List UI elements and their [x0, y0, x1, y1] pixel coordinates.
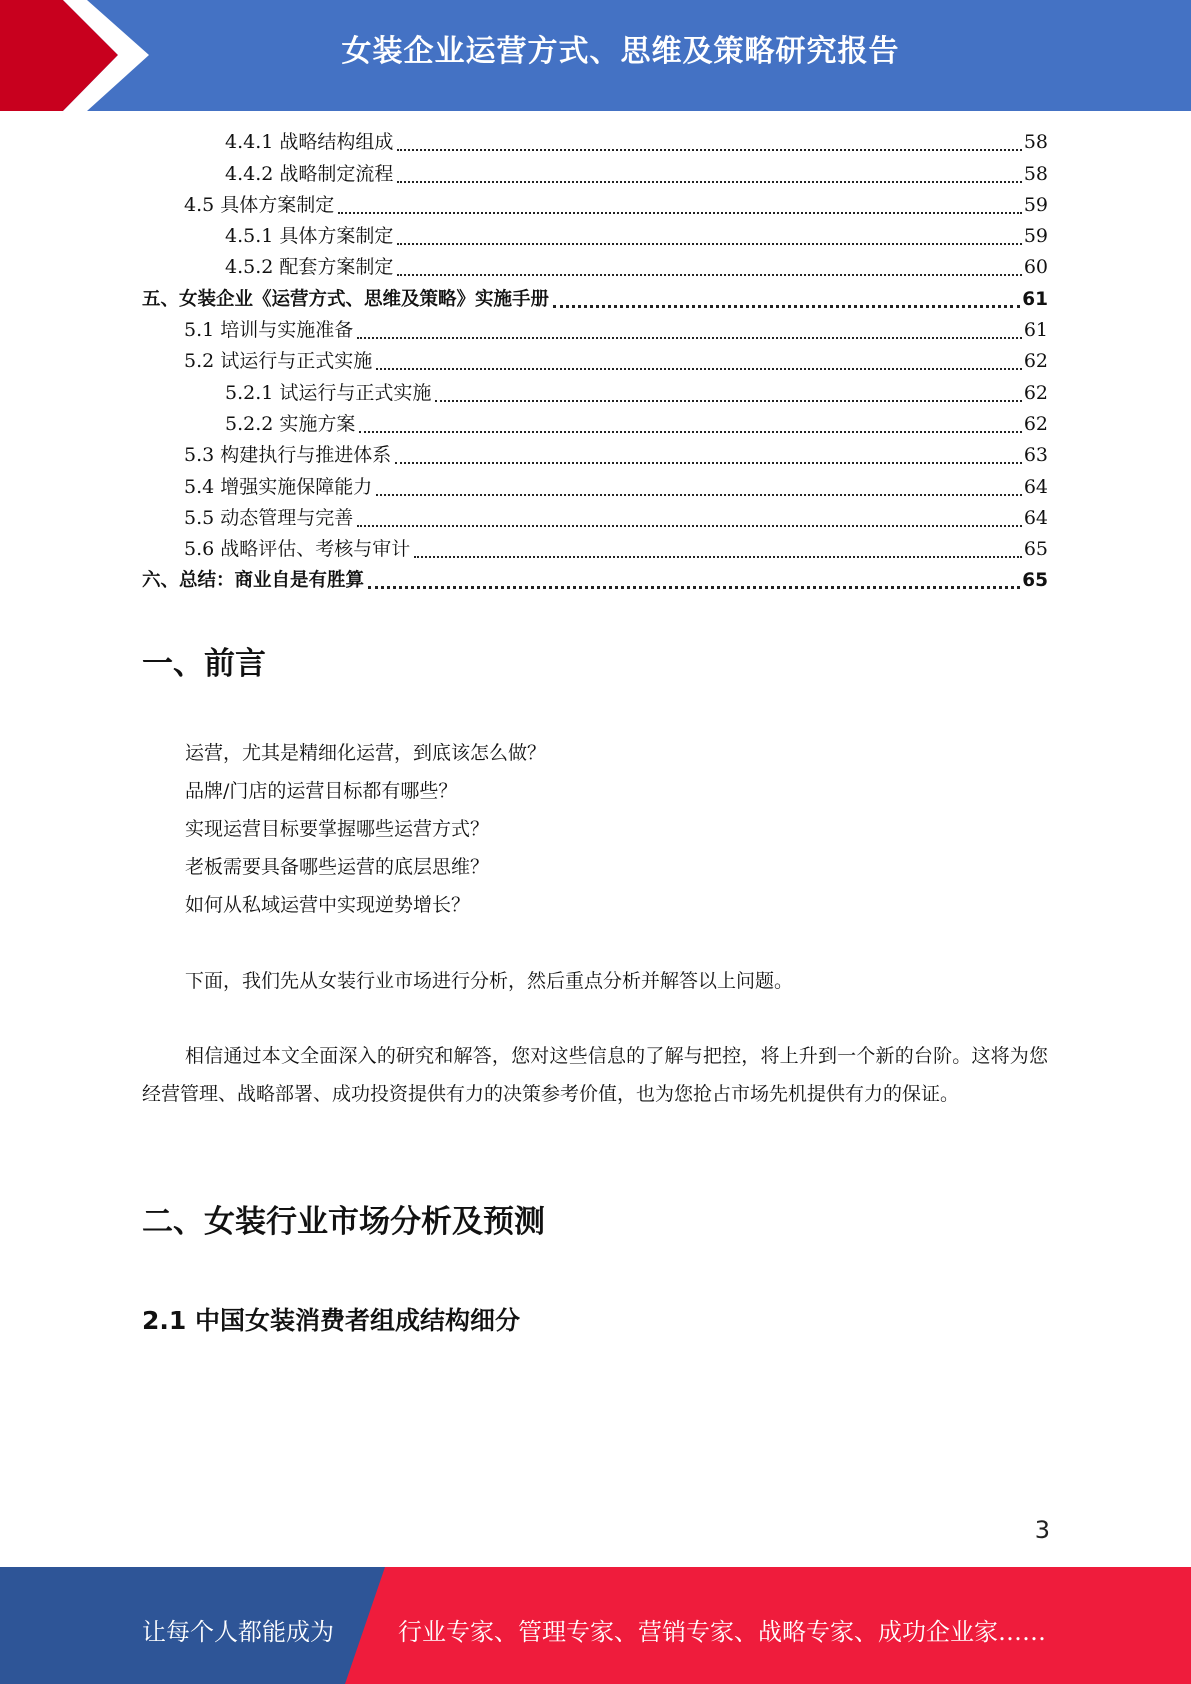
toc-entry[interactable]	[142, 440, 1048, 471]
consumer-structure-subheading: 2.1 中国女装消费者组成结构细分	[142, 1306, 520, 1335]
toc-dot-leader	[359, 431, 1021, 433]
toc-dot-leader	[338, 212, 1022, 214]
toc-entry[interactable]	[142, 190, 1048, 221]
toc-entry[interactable]	[142, 471, 1048, 502]
toc-dot-leader	[397, 181, 1021, 183]
toc-entry-label: 5.3 构建执行与推进体系	[184, 444, 392, 467]
preface-heading: 一、前言	[142, 646, 266, 682]
toc-entry-label: 5.6 战略评估、考核与审计	[184, 538, 411, 561]
toc-entry-page: 60	[1023, 256, 1048, 279]
toc-entry-page: 61	[1023, 319, 1048, 342]
header-banner	[0, 0, 1191, 111]
toc-entry[interactable]	[142, 534, 1048, 565]
toc-entry-page: 61	[1022, 288, 1048, 310]
toc-entry[interactable]	[142, 252, 1048, 283]
toc-dot-leader	[357, 525, 1022, 527]
toc-entry-label: 5.2 试运行与正式实施	[184, 350, 373, 373]
toc-dot-leader	[397, 149, 1021, 151]
toc-entry[interactable]	[142, 377, 1048, 408]
toc-dot-leader	[435, 400, 1021, 402]
toc-entry-page: 59	[1023, 193, 1048, 216]
toc-entry-page: 64	[1023, 475, 1048, 498]
toc-dot-leader	[553, 305, 1020, 308]
toc-entry[interactable]	[142, 346, 1048, 377]
toc-dot-leader	[376, 368, 1022, 370]
toc-entry[interactable]	[142, 283, 1048, 314]
toc-entry[interactable]	[142, 315, 1048, 346]
toc-entry-page: 59	[1023, 225, 1048, 248]
question-item: 运营，尤其是精细化运营，到底该怎么做？	[185, 742, 547, 764]
toc-entry-label: 4.5.1 具体方案制定	[225, 225, 394, 248]
toc-entry-label: 五、女装企业《运营方式、思维及策略》实施手册	[142, 288, 550, 310]
toc-entry[interactable]	[142, 158, 1048, 189]
toc-entry-label: 5.4 增强实施保障能力	[184, 475, 373, 498]
toc-entry-page: 62	[1023, 381, 1048, 404]
toc-entry-label: 5.2.1 试运行与正式实施	[225, 381, 432, 404]
toc-entry[interactable]	[142, 127, 1048, 158]
toc-entry-page: 58	[1023, 131, 1048, 154]
document-title: 女装企业运营方式、思维及策略研究报告	[341, 34, 900, 69]
footer-slogan-right: 行业专家、管理专家、营销专家、战略专家、成功企业家……	[398, 1618, 1046, 1646]
toc-entry-label: 5.1 培训与实施准备	[184, 319, 354, 342]
toc-dot-leader	[397, 274, 1021, 276]
toc-dot-leader	[376, 494, 1022, 496]
toc-entry-label: 5.2.2 实施方案	[225, 412, 356, 435]
footer-slogan-left: 让每个人都能成为	[142, 1618, 334, 1646]
question-item: 实现运营目标要掌握哪些运营方式？	[185, 818, 490, 840]
toc-entry-label: 5.5 动态管理与完善	[184, 506, 354, 529]
toc-entry-page: 63	[1023, 444, 1048, 467]
toc-dot-leader	[395, 462, 1022, 464]
toc-entry-label: 4.5 具体方案制定	[184, 193, 335, 216]
footer-banner	[0, 1567, 1191, 1684]
toc-dot-leader	[357, 337, 1022, 339]
toc-entry-label: 4.5.2 配套方案制定	[225, 256, 394, 279]
toc-entry[interactable]	[142, 409, 1048, 440]
question-item: 品牌/门店的运营目标都有哪些？	[185, 780, 458, 802]
toc-entry-page: 65	[1023, 538, 1048, 561]
toc-dot-leader	[368, 586, 1020, 589]
question-list	[185, 734, 546, 924]
question-item: 老板需要具备哪些运营的底层思维？	[185, 856, 490, 878]
toc-dot-leader	[397, 243, 1021, 245]
toc-entry-label: 4.4.2 战略制定流程	[225, 162, 394, 185]
toc-entry-page: 58	[1023, 162, 1048, 185]
toc-entry-page: 62	[1023, 412, 1048, 435]
table-of-contents	[142, 127, 1048, 596]
toc-entry[interactable]	[142, 221, 1048, 252]
value-paragraph: 相信通过本文全面深入的研究和解答，您对这些信息的了解与把控，将上升到一个新的台阶。这将为您经营管理、战略部署、成功投资提供有力的决策参考价值，也为您抢占市场先机提供有力的保证。	[142, 1045, 1048, 1105]
page-number: 3	[1034, 1516, 1050, 1544]
toc-entry-label: 4.4.1 战略结构组成	[225, 131, 394, 154]
toc-entry-page: 65	[1022, 570, 1048, 592]
market-analysis-heading: 二、女装行业市场分析及预测	[142, 1204, 545, 1240]
intro-paragraph: 下面，我们先从女装行业市场进行分析，然后重点分析并解答以上问题。	[185, 970, 794, 992]
question-item: 如何从私域运营中实现逆势增长？	[185, 894, 471, 916]
toc-entry-label: 六、总结：商业自是有胜算	[142, 570, 365, 592]
toc-entry[interactable]	[142, 503, 1048, 534]
toc-entry-page: 64	[1023, 506, 1048, 529]
toc-dot-leader	[414, 556, 1022, 558]
toc-entry[interactable]	[142, 565, 1048, 596]
toc-entry-page: 62	[1023, 350, 1048, 373]
